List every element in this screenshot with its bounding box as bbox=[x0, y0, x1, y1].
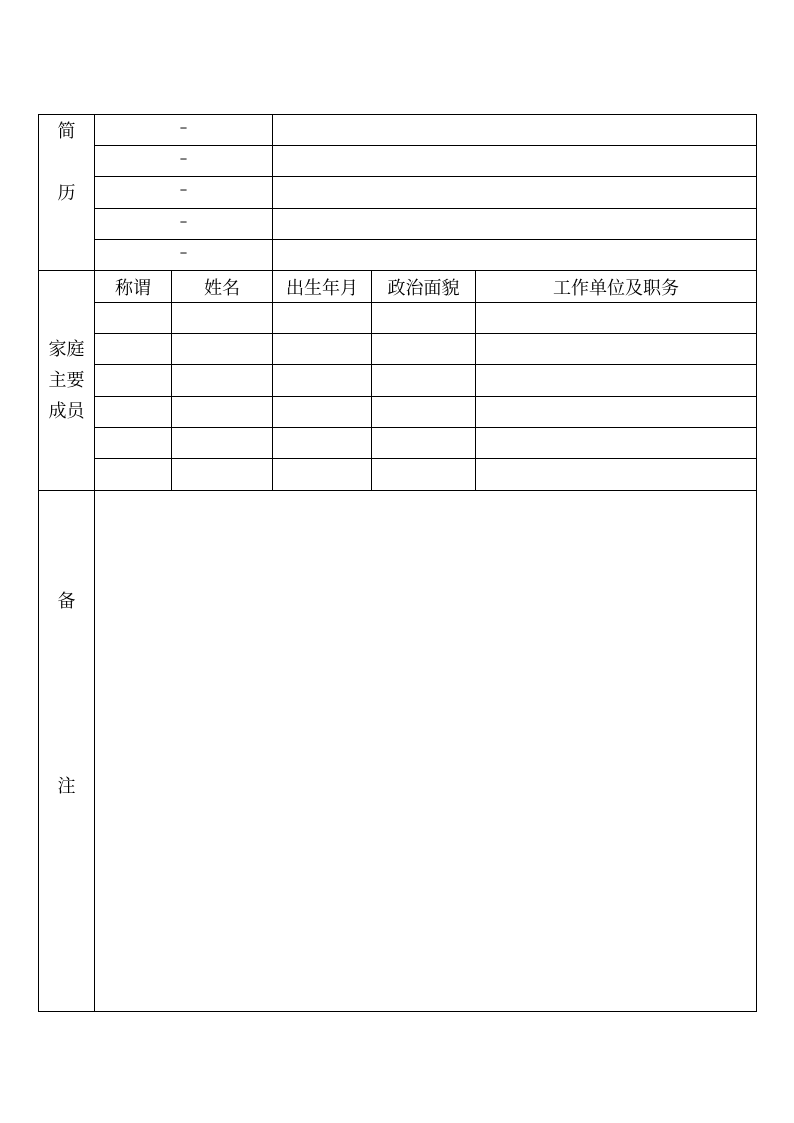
resume-content-cell[interactable] bbox=[273, 146, 757, 177]
remarks-content-cell[interactable] bbox=[95, 491, 757, 1012]
family-cell-name[interactable] bbox=[172, 459, 273, 491]
family-cell-employer-position[interactable] bbox=[476, 397, 757, 428]
family-cell-relation[interactable] bbox=[95, 365, 172, 397]
family-cell-birth[interactable] bbox=[273, 365, 372, 397]
family-cell-employer-position[interactable] bbox=[476, 428, 757, 459]
family-cell-relation[interactable] bbox=[95, 334, 172, 365]
family-cell-name[interactable] bbox=[172, 303, 273, 334]
family-cell-birth[interactable] bbox=[273, 334, 372, 365]
resume-row bbox=[39, 209, 757, 240]
family-cell-birth[interactable] bbox=[273, 303, 372, 334]
family-cell-name[interactable] bbox=[172, 428, 273, 459]
family-cell-name[interactable] bbox=[172, 397, 273, 428]
family-cell-birth[interactable] bbox=[273, 428, 372, 459]
family-member-row bbox=[39, 459, 757, 491]
resume-content-cell[interactable] bbox=[273, 209, 757, 240]
family-cell-political-status[interactable] bbox=[372, 397, 476, 428]
date-range-dash: – bbox=[179, 117, 188, 136]
resume-label-char: 简 bbox=[57, 121, 76, 142]
date-range-dash: – bbox=[179, 180, 188, 198]
family-member-row bbox=[39, 334, 757, 365]
family-cell-birth[interactable] bbox=[273, 459, 372, 491]
family-cell-employer-position[interactable] bbox=[476, 459, 757, 491]
family-cell-political-status[interactable] bbox=[372, 334, 476, 365]
family-cell-relation[interactable] bbox=[95, 303, 172, 334]
column-header-name: 姓名 bbox=[172, 271, 273, 303]
family-member-row bbox=[39, 397, 757, 428]
family-member-row bbox=[39, 428, 757, 459]
remarks-row bbox=[39, 491, 757, 1012]
family-cell-birth[interactable] bbox=[273, 397, 372, 428]
resume-content-cell[interactable] bbox=[273, 115, 757, 146]
family-cell-relation[interactable] bbox=[95, 428, 172, 459]
remarks-label-cell bbox=[39, 491, 95, 1012]
family-cell-employer-position[interactable] bbox=[476, 334, 757, 365]
column-header-birth: 出生年月 bbox=[273, 271, 372, 303]
date-range-dash: – bbox=[179, 242, 188, 261]
family-cell-relation[interactable] bbox=[95, 397, 172, 428]
resume-date-cell[interactable] bbox=[95, 146, 273, 177]
remarks-label-char: 注 bbox=[57, 776, 76, 797]
resume-label-char: 历 bbox=[57, 183, 76, 204]
date-range-dash: – bbox=[179, 148, 188, 167]
resume-row bbox=[39, 115, 757, 146]
family-label-cell bbox=[39, 271, 95, 491]
family-cell-political-status[interactable] bbox=[372, 428, 476, 459]
resume-date-cell[interactable] bbox=[95, 177, 273, 209]
family-member-row bbox=[39, 303, 757, 334]
resume-content-cell[interactable] bbox=[273, 240, 757, 271]
personnel-form-table bbox=[38, 114, 757, 1012]
family-cell-political-status[interactable] bbox=[372, 303, 476, 334]
family-label-line: 家庭 bbox=[48, 339, 85, 360]
family-cell-political-status[interactable] bbox=[372, 365, 476, 397]
family-header-row bbox=[39, 271, 757, 303]
family-cell-name[interactable] bbox=[172, 334, 273, 365]
resume-date-cell[interactable] bbox=[95, 240, 273, 271]
resume-date-cell[interactable] bbox=[95, 115, 273, 146]
column-header-employer-position: 工作单位及职务 bbox=[476, 271, 757, 303]
family-label-line: 成员 bbox=[48, 401, 85, 422]
family-cell-political-status[interactable] bbox=[372, 459, 476, 491]
column-header-relation: 称谓 bbox=[95, 271, 172, 303]
column-header-political-status: 政治面貌 bbox=[372, 271, 476, 303]
family-member-row bbox=[39, 365, 757, 397]
date-range-dash: – bbox=[179, 211, 188, 230]
family-cell-name[interactable] bbox=[172, 365, 273, 397]
resume-content-cell[interactable] bbox=[273, 177, 757, 209]
resume-label-cell bbox=[39, 115, 95, 271]
family-cell-employer-position[interactable] bbox=[476, 365, 757, 397]
family-cell-employer-position[interactable] bbox=[476, 303, 757, 334]
family-cell-relation[interactable] bbox=[95, 459, 172, 491]
remarks-label-char: 备 bbox=[57, 591, 76, 612]
resume-row bbox=[39, 146, 757, 177]
resume-row bbox=[39, 177, 757, 209]
family-label-line: 主要 bbox=[48, 370, 85, 391]
resume-row bbox=[39, 240, 757, 271]
resume-date-cell[interactable] bbox=[95, 209, 273, 240]
